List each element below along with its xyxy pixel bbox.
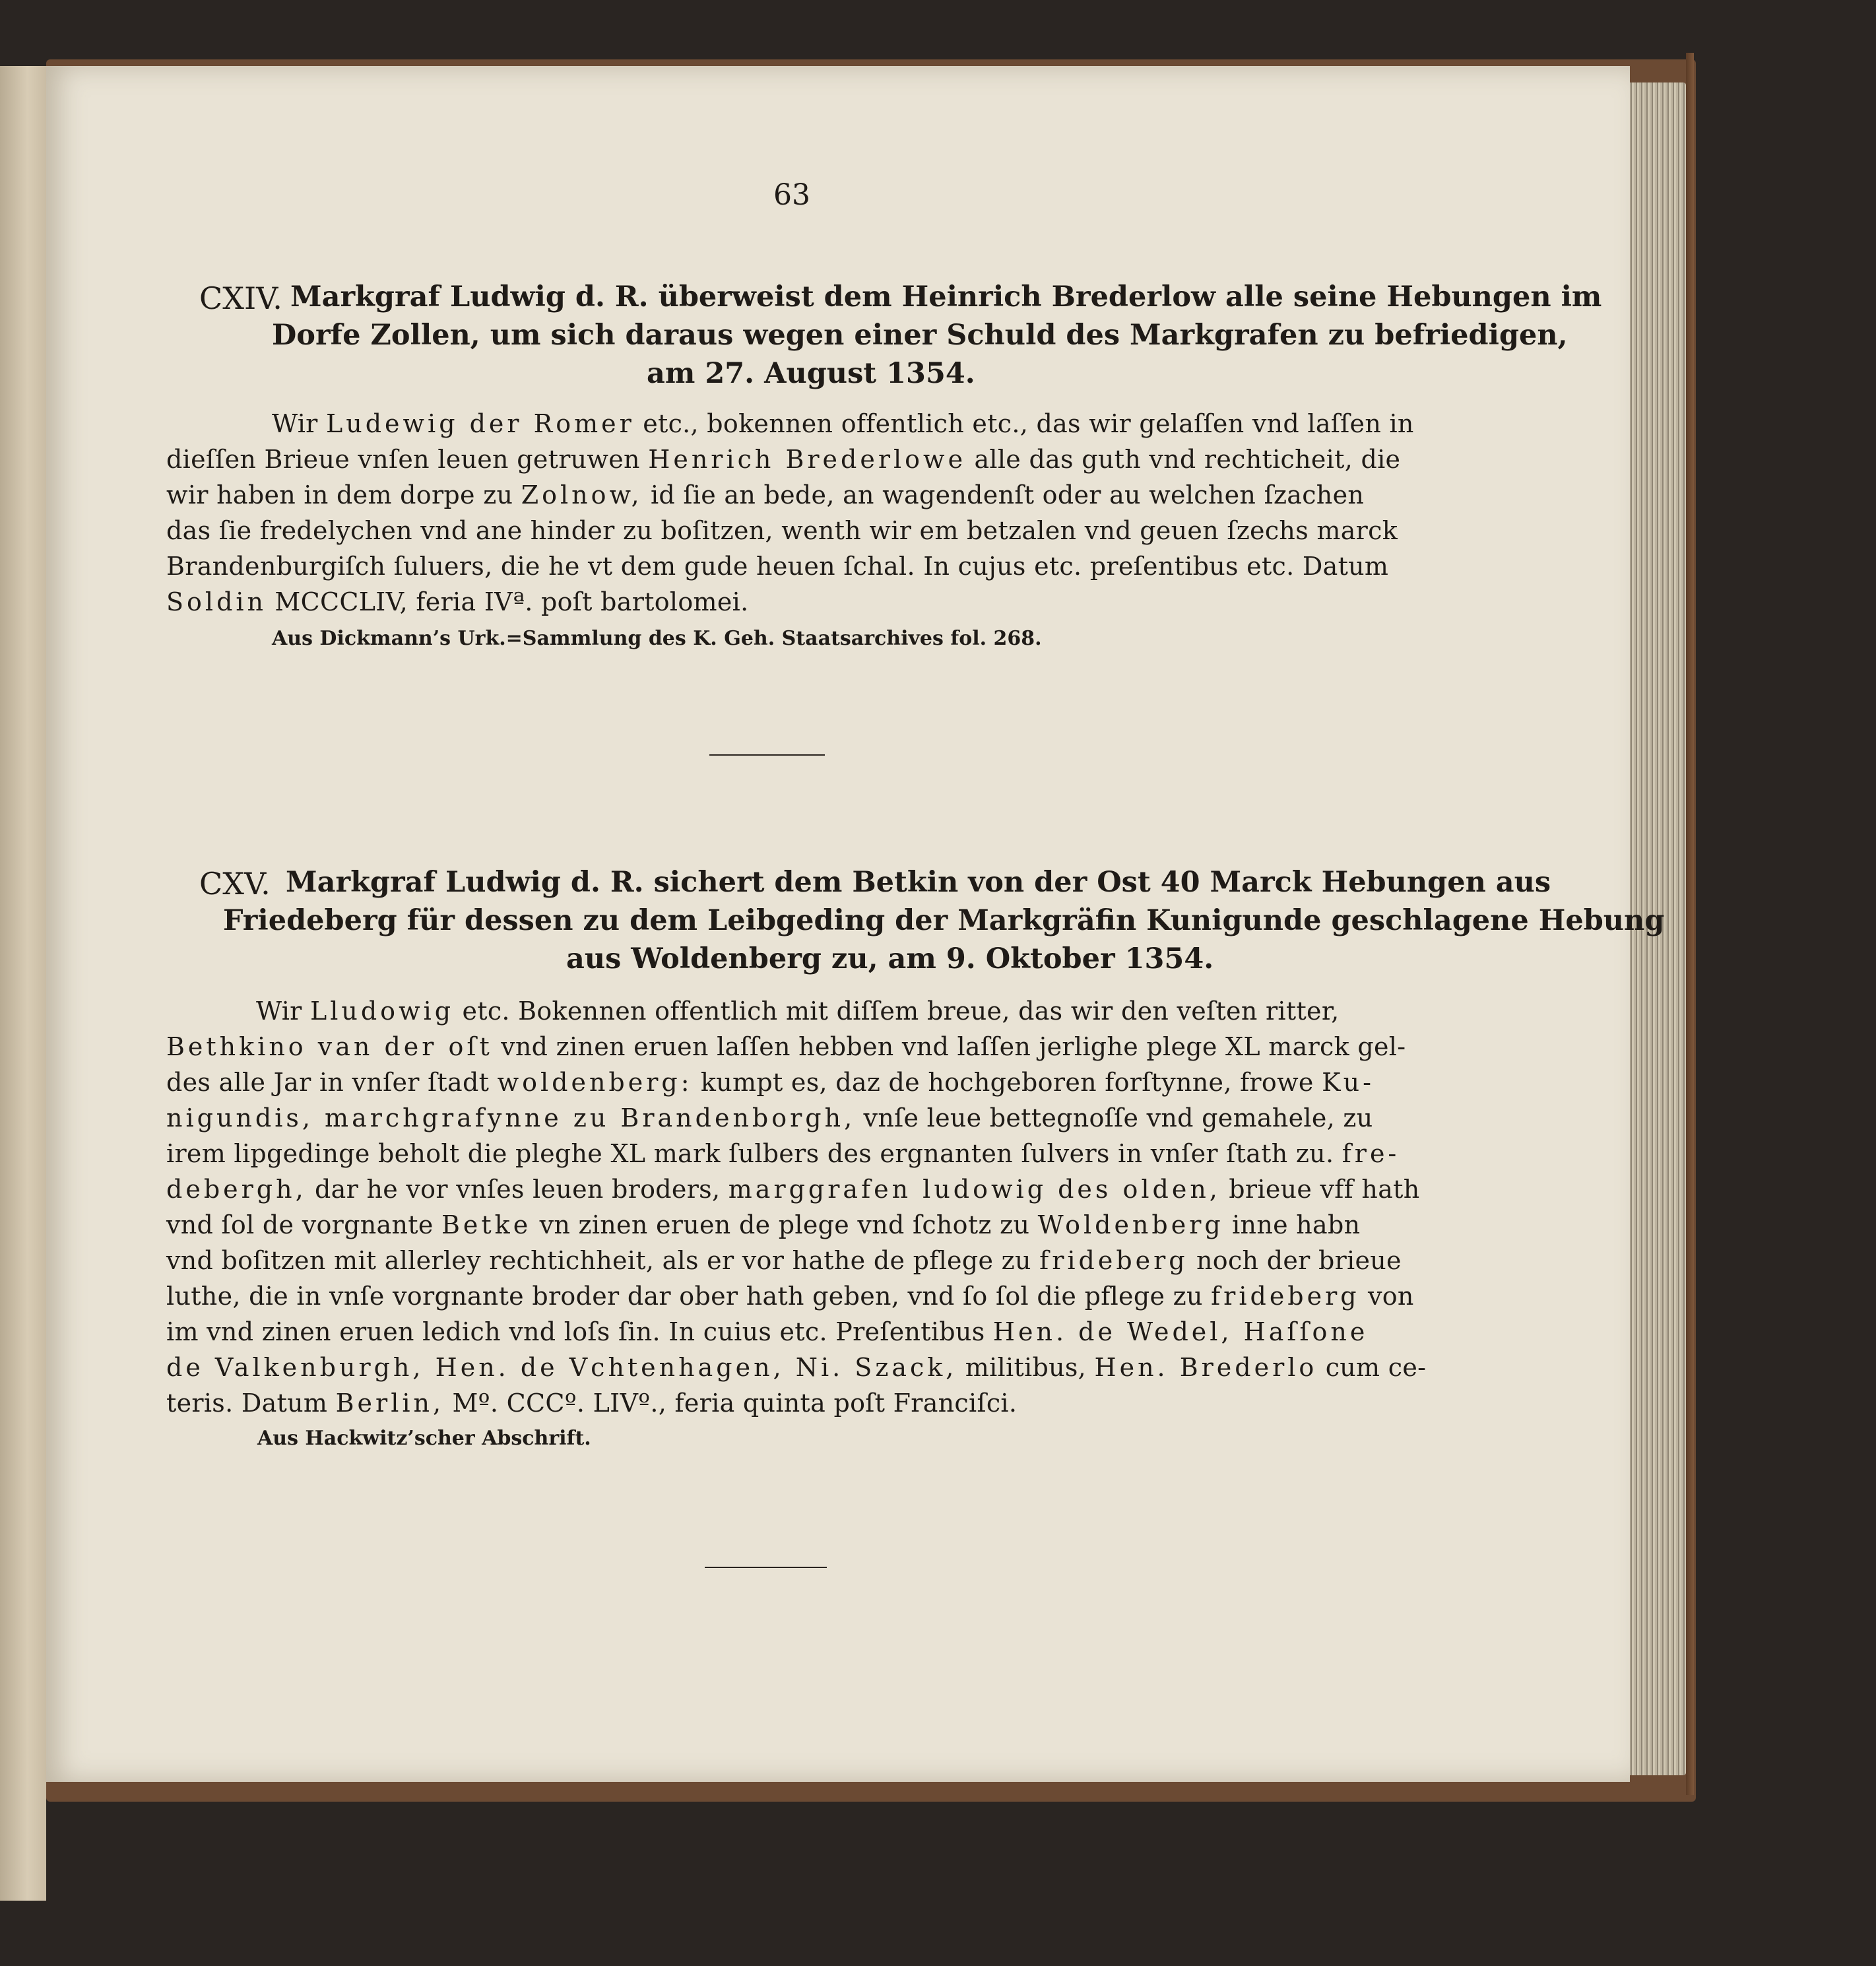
body-text: Brandenburgiſch ſuluers, die he vt dem gude heuen ſchal. In cujus etc. preſentibus etc. Datum <box>166 552 1389 581</box>
body-line <box>166 587 749 616</box>
body-text: inne habn <box>1223 1210 1361 1239</box>
body-text: brieue vff hath <box>1220 1175 1420 1204</box>
body-text: dar he vor vnſes leuen broders, <box>306 1175 728 1204</box>
spaced-name: Lludowig <box>310 997 455 1026</box>
spaced-name: Ku- <box>1322 1068 1375 1097</box>
body-text: vnd ſol de vorgnante <box>166 1210 441 1239</box>
body-line <box>166 1389 1017 1418</box>
spaced-name: Bethkino van der oſt <box>166 1032 493 1061</box>
body-line <box>166 1282 1414 1311</box>
body-line <box>166 1353 1426 1382</box>
body-text: Mº. CCCº. LIVº., feria quinta poſt Franciſci. <box>444 1389 1018 1418</box>
doc-heading-line: am 27. August 1354. <box>647 357 975 390</box>
separator-rule <box>709 754 825 756</box>
body-line <box>166 480 1364 509</box>
body-line <box>166 1246 1402 1275</box>
spaced-name: debergh, <box>166 1175 307 1204</box>
spaced-name: frideberg <box>1039 1246 1188 1275</box>
body-text: teris. Datum <box>166 1389 336 1418</box>
body-text: luthe, die in vnſe vorgnante broder dar ober hath geben, vnd ſo ſol die pflege zu <box>166 1282 1212 1311</box>
source-note: Aus Hackwitz’scher Abschrift. <box>257 1427 591 1450</box>
spaced-name: frideberg <box>1211 1282 1360 1311</box>
spaced-name: Zolnow, <box>521 480 643 509</box>
body-text: kumpt es, daz de hochgeboren forſtynne, frowe <box>692 1068 1322 1097</box>
body-text: vnd zinen eruen laſſen hebben vnd laſſen jerlighe plege XL marck gel- <box>492 1032 1406 1061</box>
body-line <box>166 1068 1375 1097</box>
spaced-name: Hen. de Wedel, Haſſone <box>992 1317 1369 1346</box>
body-text: dieſſen Brieue vnſen leuen getruwen <box>166 445 649 474</box>
body-line <box>166 516 1398 545</box>
body-text: militibus, <box>957 1353 1095 1382</box>
body-line <box>166 1317 1368 1346</box>
spaced-name: Woldenberg <box>1037 1210 1224 1239</box>
spaced-name: Hen. Brederlo <box>1094 1353 1318 1382</box>
doc-heading-line: Dorfe Zollen, um sich daraus wegen einer Schuld des Markgrafen zu befriedigen, <box>272 319 1568 352</box>
body-text: etc., bokennen offentlich etc., das wir gelaſſen vnd laſſen in <box>634 409 1414 438</box>
body-text: noch der brieue <box>1188 1246 1402 1275</box>
left-page-edge <box>0 66 46 1901</box>
doc-number: CXV. <box>199 866 271 901</box>
doc-heading-line: Markgraf Ludwig d. R. sichert dem Betkin von der Ost 40 Marck Hebungen aus <box>286 866 1551 899</box>
body-line <box>166 1139 1400 1168</box>
body-text: irem lipgedinge beholt die pleghe XL mark ſulbers des ergnanten ſulvers in vnſer ſtath zu. <box>166 1139 1342 1168</box>
spaced-name: Berlin, <box>335 1389 445 1418</box>
doc-number: CXIV. <box>199 280 282 316</box>
body-text: vnſe leue bettegnoſſe vnd gemahele, zu <box>855 1103 1373 1132</box>
doc-heading-line: Friedeberg für dessen zu dem Leibgeding der Markgräfin Kunigunde geschlagene Hebung <box>223 904 1665 937</box>
spaced-name: fre- <box>1342 1139 1400 1168</box>
body-text: alle das guth vnd rechticheit, die <box>966 445 1401 474</box>
body-line <box>166 1032 1406 1061</box>
spaced-name: Betke <box>441 1210 532 1239</box>
spaced-name: woldenberg: <box>497 1068 693 1097</box>
body-text: id ſie an bede, an wagendenſt oder au welchen ſzachen <box>642 480 1365 509</box>
spaced-name: Soldin <box>166 587 267 616</box>
spaced-name: marggrafen ludowig des olden, <box>728 1175 1221 1204</box>
separator-rule <box>705 1567 827 1568</box>
spaced-name: de Valkenburgh, Hen. de Vchtenhagen, Ni. Szack, <box>166 1353 957 1382</box>
spaced-name: Ludewig der Romer <box>326 409 635 438</box>
body-text: cum ce- <box>1317 1353 1427 1382</box>
body-text: MCCCLIV, feria IVª. poſt bartolomei. <box>267 587 749 616</box>
source-note: Aus Dickmann’s Urk.=Sammlung des K. Geh. Staatsarchives fol. 268. <box>272 627 1042 650</box>
body-line <box>166 445 1400 474</box>
body-line <box>272 409 1414 438</box>
doc-heading-line: Markgraf Ludwig d. R. überweist dem Heinrich Brederlow alle seine Hebungen im <box>290 280 1602 313</box>
body-line <box>256 997 1340 1026</box>
body-text: vnd boſitzen mit allerley rechtichheit, als er vor hathe de pflege zu <box>166 1246 1040 1275</box>
body-text: des alle Jar in vnſer ſtadt <box>166 1068 498 1097</box>
cover-spine-edge <box>1686 53 1694 1795</box>
body-text: vn zinen eruen de plege vnd ſchotz zu <box>531 1210 1038 1239</box>
body-text: wir haben in dem dorpe zu <box>166 480 521 509</box>
spaced-name: nigundis, marchgrafynne zu Brandenborgh, <box>166 1103 856 1132</box>
body-line <box>166 1103 1373 1132</box>
page-number: 63 <box>773 178 810 212</box>
body-text: Wir <box>256 997 310 1026</box>
doc-heading-line: aus Woldenberg zu, am 9. Oktober 1354. <box>566 942 1214 975</box>
body-line <box>166 1175 1420 1204</box>
body-text: das ſie fredelychen vnd ane hinder zu boſitzen, wenth wir em betzalen vnd geuen ſzechs marck <box>166 516 1398 545</box>
spaced-name: Henrich Brederlowe <box>648 445 967 474</box>
body-text: im vnd zinen eruen ledich vnd loſs ſin. In cuius etc. Preſentibus <box>166 1317 993 1346</box>
body-text: von <box>1359 1282 1414 1311</box>
body-text: Wir <box>272 409 326 438</box>
body-line <box>166 552 1388 581</box>
body-text: etc. Bokennen offentlich mit diſſem breue, das wir den veſten ritter, <box>454 997 1340 1026</box>
body-line <box>166 1210 1360 1239</box>
